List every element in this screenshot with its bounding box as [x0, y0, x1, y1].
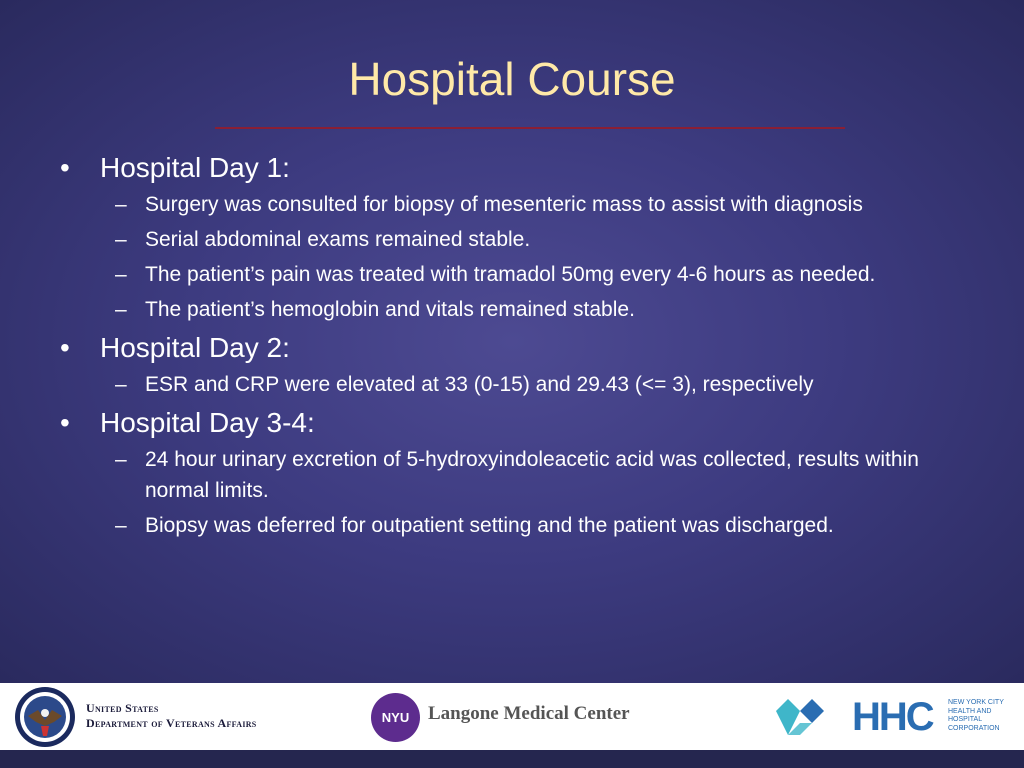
hhc-line-3: HOSPITAL: [948, 716, 983, 723]
hhc-full-name: [948, 699, 1018, 733]
sub-bullet: [60, 224, 980, 255]
bullet-heading-text: Hospital Day 3-4:: [100, 407, 315, 438]
nyu-badge: NYU: [371, 693, 420, 742]
hhc-line-2: HEALTH AND: [948, 707, 992, 715]
sub-bullet: [60, 369, 980, 400]
nyu-name: Langone Medical Center: [428, 703, 630, 724]
sub-bullet: [60, 510, 980, 541]
bullet-marker: •: [60, 407, 70, 438]
slide-content: [60, 145, 980, 541]
bullet-marker: •: [60, 152, 70, 183]
sub-bullet-text: The patient’s pain was treated with tramadol 50mg every 4-6 hours as needed.: [145, 263, 876, 286]
dash-marker: –: [115, 263, 127, 286]
bottom-bar: [0, 750, 1024, 768]
title-divider: [215, 127, 845, 129]
hhc-wordmark: HHC: [852, 695, 933, 739]
hhc-heart-icon: [770, 695, 840, 739]
dash-marker: –: [115, 228, 127, 251]
bullet-heading: [60, 151, 980, 185]
bullet-heading: [60, 406, 980, 440]
sub-bullet-text: Surgery was consulted for biopsy of mesenteric mass to assist with diagnosis: [145, 193, 863, 216]
dash-marker: –: [115, 514, 127, 537]
sub-bullet-text: The patient’s hemoglobin and vitals remained stable.: [145, 298, 635, 321]
bullet-heading: [60, 331, 980, 365]
sub-bullet-text: Serial abdominal exams remained stable.: [145, 228, 531, 251]
bullet-heading-text: Hospital Day 1:: [100, 152, 290, 183]
dash-marker: –: [115, 193, 127, 216]
sub-bullet: [60, 444, 980, 506]
sub-bullet-text: ESR and CRP were elevated at 33 (0-15) and 29.43 (<= 3), respectively: [145, 373, 814, 396]
hhc-line-4: CORPORATION: [948, 724, 1000, 732]
sub-bullet: [60, 189, 980, 220]
dash-marker: –: [115, 448, 127, 471]
dash-marker: –: [115, 298, 127, 321]
dash-marker: –: [115, 373, 127, 396]
hhc-line-1: NEW YORK CITY: [948, 699, 1004, 706]
sub-bullet: [60, 259, 980, 290]
sub-bullet-text: Biopsy was deferred for outpatient setting and the patient was discharged.: [145, 514, 834, 537]
sub-bullet: [60, 294, 980, 325]
va-seal-icon: [14, 686, 76, 748]
sub-bullet-text: 24 hour urinary excretion of 5-hydroxyindoleacetic acid was collected, results within normal limits.: [145, 448, 919, 502]
va-line-1: United States: [86, 701, 159, 715]
slide-title: Hospital Course: [348, 53, 676, 105]
va-name: [86, 701, 257, 731]
footer-logo-bar: [0, 683, 1024, 750]
bullet-marker: •: [60, 332, 70, 363]
bullet-heading-text: Hospital Day 2:: [100, 332, 290, 363]
va-line-2: Department of Veterans Affairs: [86, 716, 257, 730]
